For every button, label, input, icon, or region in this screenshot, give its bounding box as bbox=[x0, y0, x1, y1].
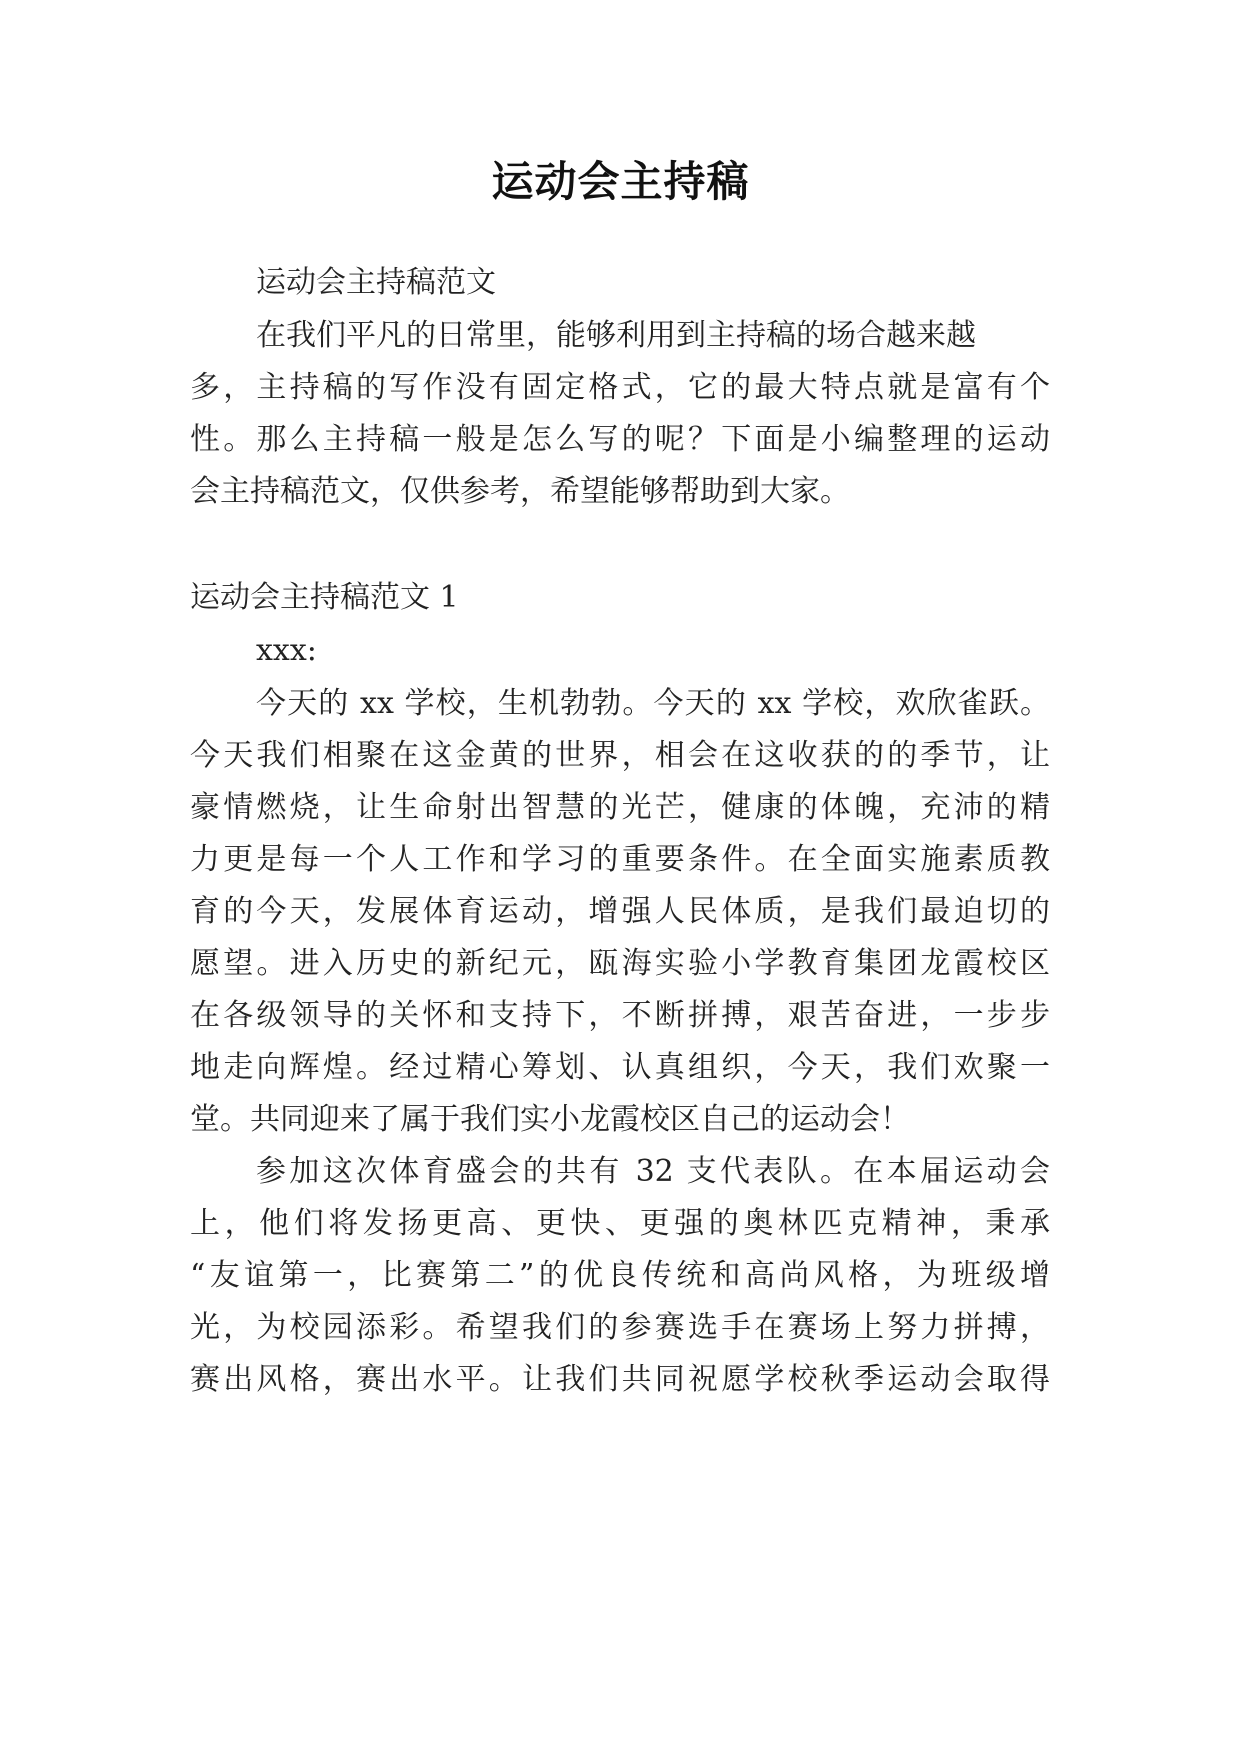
intro-paragraph-line: 性。那么主持稿一般是怎么写的呢？下面是小编整理的运动 bbox=[190, 422, 1050, 457]
body-paragraph-line: 在各级领导的关怀和支持下，不断拼搏，艰苦奋进，一步步 bbox=[190, 998, 1050, 1033]
intro-paragraph-line: 在我们平凡的日常里，能够利用到主持稿的场合越来越 bbox=[256, 318, 976, 353]
body-paragraph-line: 今天的 xx 学校，生机勃勃。今天的 xx 学校，欢欣雀跃。 bbox=[256, 686, 1050, 721]
body-paragraph-line: 力更是每一个人工作和学习的重要条件。在全面实施素质教 bbox=[190, 842, 1050, 877]
salutation-line: xxx: bbox=[256, 633, 317, 668]
body-paragraph-line: 堂。共同迎来了属于我们实小龙霞校区自己的运动会！ bbox=[190, 1102, 910, 1137]
body-paragraph-line: 豪情燃烧，让生命射出智慧的光芒，健康的体魄，充沛的精 bbox=[190, 790, 1050, 825]
body-paragraph-line: 赛出风格，赛出水平。让我们共同祝愿学校秋季运动会取得 bbox=[190, 1362, 1050, 1397]
body-paragraph-line: 愿望。进入历史的新纪元，瓯海实验小学教育集团龙霞校区 bbox=[190, 946, 1050, 981]
intro-paragraph-line: 多，主持稿的写作没有固定格式，它的最大特点就是富有个 bbox=[190, 370, 1050, 405]
body-paragraph-line: 参加这次体育盛会的共有 32 支代表队。在本届运动会 bbox=[256, 1154, 1050, 1189]
body-paragraph-line: 上，他们将发扬更高、更快、更强的奥林匹克精神，秉承 bbox=[190, 1206, 1050, 1241]
document-title: 运动会主持稿 bbox=[491, 157, 750, 206]
subtitle-line: 运动会主持稿范文 bbox=[256, 265, 496, 300]
body-paragraph-line: 光，为校园添彩。希望我们的参赛选手在赛场上努力拼搏， bbox=[190, 1310, 1050, 1345]
body-paragraph-line: 育的今天，发展体育运动，增强人民体质，是我们最迫切的 bbox=[190, 894, 1050, 929]
section-heading: 运动会主持稿范文 1 bbox=[190, 580, 459, 615]
body-paragraph-line: 今天我们相聚在这金黄的世界，相会在这收获的的季节，让 bbox=[190, 738, 1050, 773]
body-paragraph-line: 地走向辉煌。经过精心筹划、认真组织，今天，我们欢聚一 bbox=[190, 1050, 1050, 1085]
intro-paragraph-line: 会主持稿范文，仅供参考，希望能够帮助到大家。 bbox=[190, 474, 850, 509]
body-paragraph-line: “友谊第一，比赛第二”的优良传统和高尚风格，为班级增 bbox=[190, 1258, 1050, 1293]
